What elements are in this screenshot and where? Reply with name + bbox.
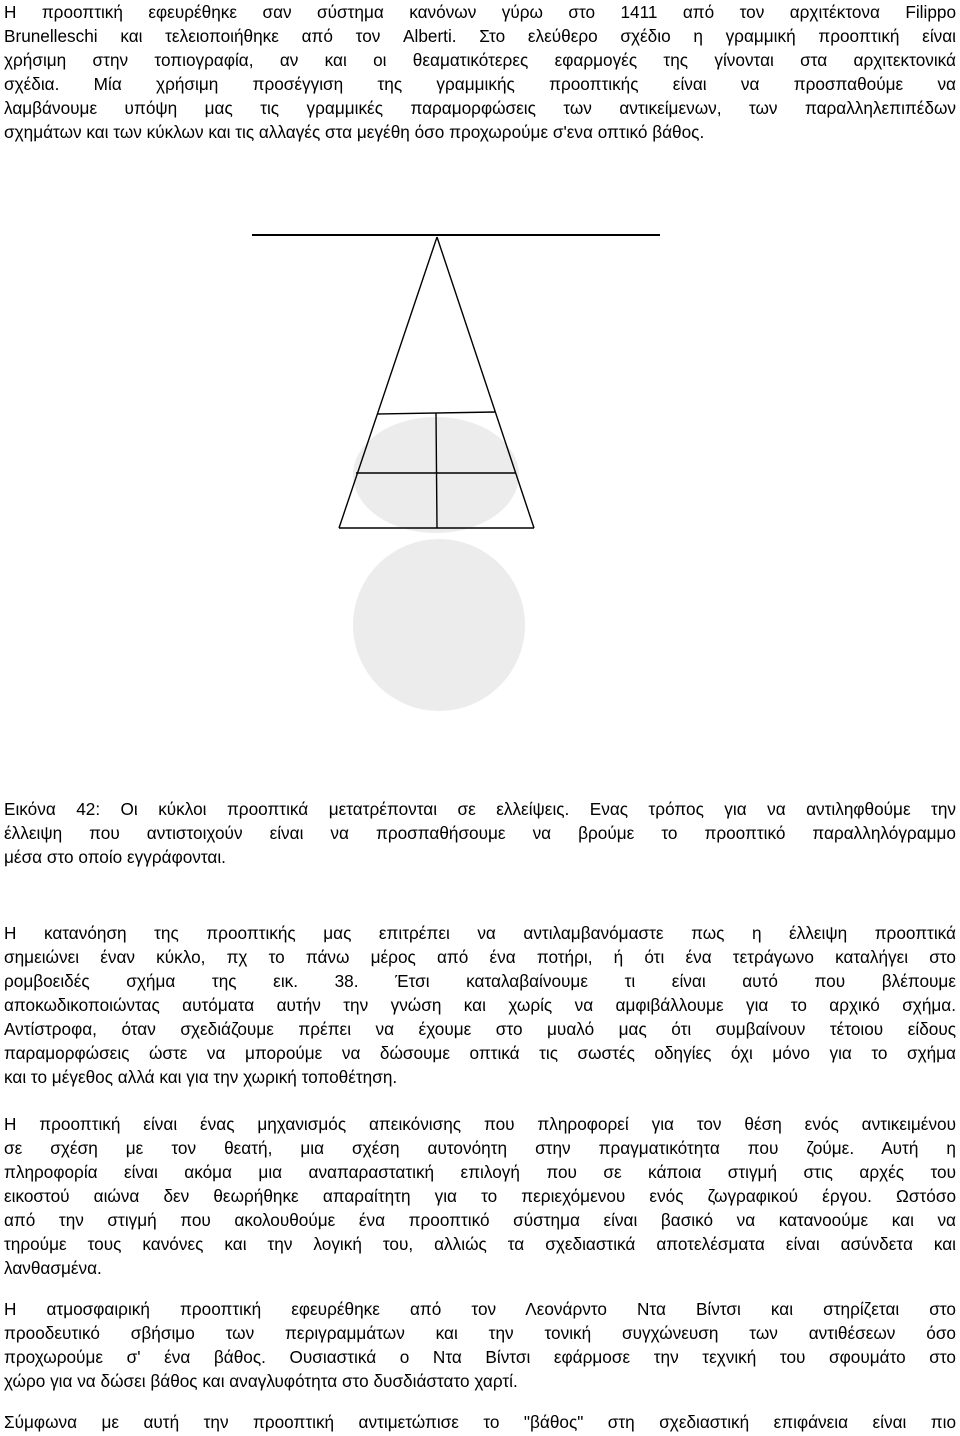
text-line: σε σχέση με τον θεατή, μια σχέση αυτονόητη στην πραγματικότητα που ζούμε. Αυτή η	[4, 1138, 956, 1158]
text-line: σημειώνει έναν κύκλο, πχ το πάνω μέρος από ένα ποτήρι, ή ότι ένα τετράγωνο καταλήγει στο	[4, 947, 956, 967]
text-line: λαμβάνουμε υπόψη μας τις γραμμικές παραμορφώσεις των αντικείμενων, των παραλληλεπιπέδων	[4, 98, 956, 118]
text-line: αποκωδικοποιώντας αυτόματα αυτήν την γνώση και χωρίς να αμφιβάλλουμε για το αρχικό σχήμα.	[4, 995, 956, 1015]
text-line: χώρο για να δώσει βάθος και αναγλυφότητα στο δυσδιάστατο χαρτί.	[4, 1371, 518, 1391]
perspective-understanding-paragraph	[4, 921, 956, 1089]
text-line: Σύμφωνα με αυτή την προοπτική αντιμετώπισε το "βάθος" στη σχεδιαστική επιφάνεια είναι πιο	[4, 1412, 956, 1432]
text-line: Αντίστροφα, όταν σχεδιάζουμε πρέπει να έχουμε στο μυαλό μας ότι συμβαίνουν τέτοιου είδους	[4, 1019, 956, 1039]
perspective-figure	[240, 225, 680, 755]
text-line: λανθασμένα.	[4, 1258, 102, 1278]
text-line: Η προοπτική είναι ένας μηχανισμός απεικόνισης που πληροφορεί για τον θέση ενός αντικειμένου	[4, 1114, 956, 1134]
perspective-diagram	[240, 225, 680, 755]
text-line: έλλειψη που αντιστοιχούν είναι να προσπαθήσουμε να βρούμε το προοπτικό παραλληλόγραμμο	[4, 823, 956, 843]
text-line: Η ατμοσφαιρική προοπτική εφευρέθηκε από τον Λεονάρντο Ντα Βίντσι και στηρίζεται στο	[4, 1299, 956, 1319]
text-line: παραμορφώσεις ώστε να μπορούμε να δώσουμε οπτικά τις σωστές οδηγίες όχι μόνο για το σχήμα	[4, 1043, 956, 1063]
text-line: προχωρούμε σ' ένα βάθος. Ουσιαστικά ο Ντα Βίντσι εφάρμοσε την τεχνική του σφουμάτο στο	[4, 1347, 956, 1367]
figure-caption	[4, 797, 956, 869]
text-line: σχημάτων και των κύκλων και τις αλλαγές στα μεγέθη όσο προχωρούμε σ'ενα οπτικό βάθος.	[4, 122, 705, 142]
text-line: Η κατανόηση της προοπτικής μας επιτρέπει να αντιλαμβανόμαστε πως η έλλειψη προοπτικά	[4, 923, 956, 943]
text-line: Brunelleschi και τελειοποιήθηκε από τον Alberti. Στο ελεύθερο σχέδιο η γραμμική προοπτική είναι	[4, 26, 956, 46]
text-line: τηρούμε τους κανόνες και την λογική του, αλλιώς τα σχεδιαστικά αποτελέσματα είναι ασύνδετα και	[4, 1234, 956, 1254]
text-line: και το μέγεθος αλλά και για την χωρική τοποθέτηση.	[4, 1067, 398, 1087]
text-line: Η προοπτική εφευρέθηκε σαν σύστημα κανόνων γύρω στο 1411 από τον αρχιτέκτονα Filippo	[4, 2, 956, 22]
text-line: ρομβοειδές σχήμα της εικ. 38. Έτσι καταλαβαίνουμε τι είναι αυτό που βλέπουμε	[4, 971, 956, 991]
reference-circle	[353, 539, 525, 711]
text-line: από την στιγμή που ακολουθούμε ένα προοπτικό σύστημα είναι βασικό να κατανοούμε και να	[4, 1210, 956, 1230]
text-line: χρήσιμη στην τοπιογραφία, αν και οι θεαματικότερες εφαρμογές της γίνονται στα αρχιτεκτονικά	[4, 50, 956, 70]
atmospheric-perspective-paragraph	[4, 1297, 956, 1393]
text-line: Εικόνα 42: Οι κύκλοι προοπτικά μετατρέπονται σε ελλείψεις. Ενας τρόπος για να αντιληφθούμε την	[4, 799, 956, 819]
text-line: μέσα στο οποίο εγγράφονται.	[4, 847, 226, 867]
text-line: προοδευτικό σβήσιμο των περιγραμμάτων και την τονική συγχώνευση των αντιθέσεων όσο	[4, 1323, 956, 1343]
text-line: εικοστού αιώνα δεν θεωρήθηκε απαραίτητη για το περιεχόμενου ενός ζωγραφικού έργου. Ωστόσο	[4, 1186, 956, 1206]
intro-paragraph	[4, 0, 956, 144]
perspective-mechanism-paragraph	[4, 1112, 956, 1280]
text-line: σχέδια. Μία χρήσιμη προσέγγιση της γραμμικής προοπτικής είναι να προσπαθούμε να	[4, 74, 956, 94]
text-line: πληροφορία είναι ακόμα μια αναπαραστατική επιλογή που σε κάποια στιγμή στις αρχές του	[4, 1162, 956, 1182]
trapezoid-center-line	[436, 413, 437, 528]
depth-paragraph	[4, 1410, 956, 1434]
